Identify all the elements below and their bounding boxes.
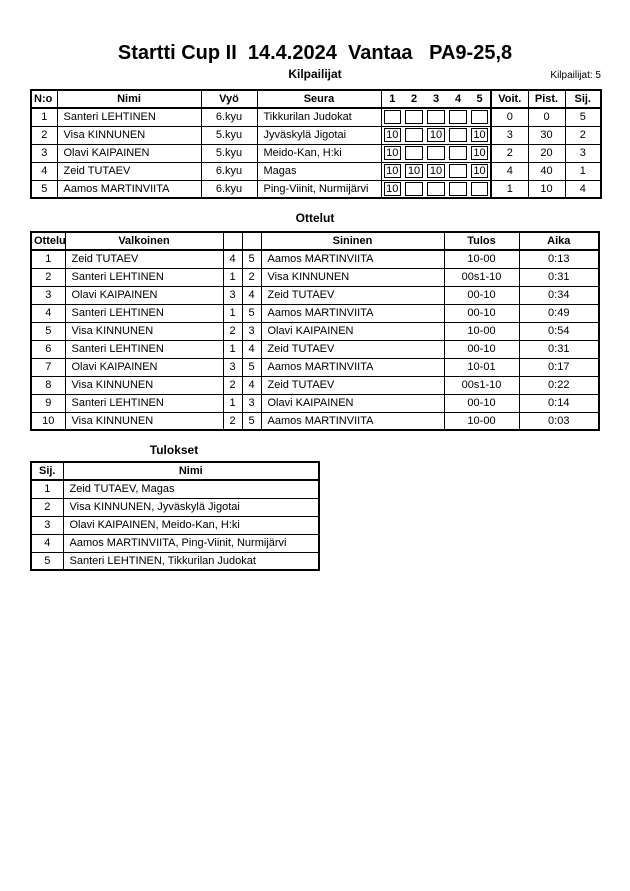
cell-belt: 6.kyu [201, 162, 257, 180]
competitors-table [30, 89, 602, 199]
cell-result: 00s1-10 [444, 268, 519, 286]
cell-blue-name: Zeid TUTAEV [261, 376, 444, 394]
cell-place: 5 [565, 108, 601, 126]
cell-no: 2 [31, 126, 57, 144]
cell-place: 4 [565, 180, 601, 198]
cell-time: 0:49 [519, 304, 599, 322]
cell-belt: 5.kyu [201, 144, 257, 162]
cell-blue-no: 4 [242, 286, 261, 304]
cell-wins: 3 [491, 126, 528, 144]
score-box [471, 110, 488, 124]
cell-white-name: Zeid TUTAEV [65, 250, 223, 268]
cell-white-no: 3 [223, 358, 242, 376]
cell-blue-no: 2 [242, 268, 261, 286]
col-header-club: Seura [257, 90, 381, 108]
score-box [427, 110, 445, 124]
cell-score-3 [425, 126, 447, 144]
cell-name: Olavi KAIPAINEN, Meido-Kan, H:ki [63, 516, 319, 534]
cell-white-name: Santeri LEHTINEN [65, 394, 223, 412]
score-box [449, 146, 467, 160]
cell-place: 1 [565, 162, 601, 180]
match-row [31, 304, 599, 322]
cell-belt: 5.kyu [201, 126, 257, 144]
cell-result: 00-10 [444, 394, 519, 412]
cell-score-1 [381, 126, 403, 144]
cell-match-no: 5 [31, 322, 65, 340]
cell-blue-name: Zeid TUTAEV [261, 340, 444, 358]
cell-name: Zeid TUTAEV, Magas [63, 480, 319, 498]
score-box: 10 [427, 164, 445, 178]
cell-white-no: 2 [223, 322, 242, 340]
score-box: 10 [405, 164, 423, 178]
cell-score-5 [469, 162, 491, 180]
cell-score-3 [425, 144, 447, 162]
cell-blue-name: Aamos MARTINVIITA [261, 304, 444, 322]
cell-white-no: 1 [223, 340, 242, 358]
cell-wins: 1 [491, 180, 528, 198]
score-box: 10 [471, 128, 488, 142]
cell-white-no: 1 [223, 304, 242, 322]
cell-name: Santeri LEHTINEN, Tikkurilan Judokat [63, 552, 319, 570]
cell-time: 0:22 [519, 376, 599, 394]
score-box: 10 [471, 164, 488, 178]
match-row [31, 286, 599, 304]
col-header-blue-no [242, 232, 261, 250]
cell-place: 5 [31, 552, 63, 570]
score-box [449, 164, 467, 178]
competitors-header-row [31, 90, 601, 108]
col-header-opponent-1: 1 [381, 90, 403, 108]
cell-blue-name: Visa KINNUNEN [261, 268, 444, 286]
cell-place: 2 [565, 126, 601, 144]
cell-white-name: Visa KINNUNEN [65, 322, 223, 340]
cell-score-2 [403, 126, 425, 144]
score-box: 10 [384, 128, 402, 142]
cell-score-1 [381, 144, 403, 162]
cell-belt: 6.kyu [201, 180, 257, 198]
cell-match-no: 10 [31, 412, 65, 430]
cell-match-no: 9 [31, 394, 65, 412]
cell-score-4 [447, 126, 469, 144]
cell-blue-no: 4 [242, 340, 261, 358]
result-row [31, 552, 319, 570]
cell-white-no: 3 [223, 286, 242, 304]
cell-score-5 [469, 126, 491, 144]
cell-result: 00-10 [444, 286, 519, 304]
cell-time: 0:13 [519, 250, 599, 268]
cell-score-2 [403, 180, 425, 198]
cell-blue-name: Aamos MARTINVIITA [261, 358, 444, 376]
cell-score-4 [447, 144, 469, 162]
match-row [31, 358, 599, 376]
cell-score-2 [403, 162, 425, 180]
cell-score-5 [469, 180, 491, 198]
cell-points: 40 [528, 162, 565, 180]
results-table [30, 461, 320, 571]
cell-blue-no: 3 [242, 322, 261, 340]
cell-result: 00s1-10 [444, 376, 519, 394]
cell-name: Olavi KAIPAINEN [57, 144, 201, 162]
match-row [31, 268, 599, 286]
results-header-row [31, 462, 319, 480]
match-row [31, 412, 599, 430]
cell-score-1 [381, 108, 403, 126]
cell-no: 3 [31, 144, 57, 162]
cell-club: Ping-Viinit, Nurmijärvi [257, 180, 381, 198]
cell-name: Aamos MARTINVIITA, Ping-Viinit, Nurmijärvi [63, 534, 319, 552]
section-heading-ottelut: Ottelut [295, 211, 335, 225]
section-heading-tulokset: Tulokset [149, 443, 199, 457]
cell-score-5 [469, 144, 491, 162]
cell-match-no: 2 [31, 268, 65, 286]
cell-match-no: 4 [31, 304, 65, 322]
competitor-row [31, 126, 601, 144]
score-box: 10 [427, 128, 445, 142]
competitor-row [31, 144, 601, 162]
cell-white-no: 4 [223, 250, 242, 268]
cell-place: 4 [31, 534, 63, 552]
col-header-name: Nimi [57, 90, 201, 108]
cell-no: 5 [31, 180, 57, 198]
cell-score-4 [447, 162, 469, 180]
cell-score-4 [447, 108, 469, 126]
cell-time: 0:03 [519, 412, 599, 430]
cell-score-1 [381, 162, 403, 180]
cell-blue-name: Zeid TUTAEV [261, 286, 444, 304]
match-row [31, 340, 599, 358]
cell-blue-name: Olavi KAIPAINEN [261, 394, 444, 412]
cell-time: 0:31 [519, 268, 599, 286]
col-header-opponent-4: 4 [447, 90, 469, 108]
cell-result: 00-10 [444, 340, 519, 358]
competitor-row [31, 108, 601, 126]
cell-white-name: Olavi KAIPAINEN [65, 286, 223, 304]
cell-score-1 [381, 180, 403, 198]
cell-result: 00-10 [444, 304, 519, 322]
cell-time: 0:17 [519, 358, 599, 376]
match-row [31, 376, 599, 394]
col-header-match: Ottelu [31, 232, 65, 250]
cell-match-no: 8 [31, 376, 65, 394]
cell-blue-no: 4 [242, 376, 261, 394]
cell-time: 0:14 [519, 394, 599, 412]
cell-name: Visa KINNUNEN, Jyväskylä Jigotai [63, 498, 319, 516]
competitor-count-label: Kilpailijat: 5 [550, 70, 601, 81]
cell-white-no: 1 [223, 268, 242, 286]
score-box [384, 110, 402, 124]
cell-points: 20 [528, 144, 565, 162]
cell-club: Jyväskylä Jigotai [257, 126, 381, 144]
cell-blue-no: 5 [242, 304, 261, 322]
cell-points: 0 [528, 108, 565, 126]
col-header-belt: Vyö [201, 90, 257, 108]
competitor-row [31, 162, 601, 180]
cell-blue-no: 3 [242, 394, 261, 412]
cell-score-2 [403, 108, 425, 126]
cell-score-3 [425, 162, 447, 180]
cell-wins: 2 [491, 144, 528, 162]
cell-blue-no: 5 [242, 358, 261, 376]
cell-points: 10 [528, 180, 565, 198]
col-header-opponent-2: 2 [403, 90, 425, 108]
col-header-time: Aika [519, 232, 599, 250]
col-header-no: N:o [31, 90, 57, 108]
cell-match-no: 3 [31, 286, 65, 304]
cell-white-no: 2 [223, 376, 242, 394]
cell-time: 0:34 [519, 286, 599, 304]
col-header-place: Sij. [565, 90, 601, 108]
cell-score-3 [425, 180, 447, 198]
cell-no: 4 [31, 162, 57, 180]
section-heading-kilpailijat: Kilpailijat [288, 67, 342, 81]
matches-table [30, 231, 600, 431]
cell-blue-name: Olavi KAIPAINEN [261, 322, 444, 340]
cell-place: 1 [31, 480, 63, 498]
cell-score-2 [403, 144, 425, 162]
cell-name: Aamos MARTINVIITA [57, 180, 201, 198]
cell-white-name: Visa KINNUNEN [65, 376, 223, 394]
score-box [449, 128, 467, 142]
cell-place: 2 [31, 498, 63, 516]
score-box [471, 182, 488, 196]
score-box: 10 [384, 164, 402, 178]
score-box [427, 182, 445, 196]
cell-result: 10-00 [444, 412, 519, 430]
cell-wins: 0 [491, 108, 528, 126]
cell-match-no: 6 [31, 340, 65, 358]
match-row [31, 250, 599, 268]
cell-white-name: Visa KINNUNEN [65, 412, 223, 430]
score-box [427, 146, 445, 160]
cell-time: 0:31 [519, 340, 599, 358]
col-header-blue: Sininen [261, 232, 444, 250]
cell-wins: 4 [491, 162, 528, 180]
cell-club: Meido-Kan, H:ki [257, 144, 381, 162]
cell-club: Magas [257, 162, 381, 180]
match-row [31, 394, 599, 412]
cell-blue-name: Aamos MARTINVIITA [261, 412, 444, 430]
score-box: 10 [384, 182, 402, 196]
cell-white-no: 1 [223, 394, 242, 412]
col-header-place: Sij. [31, 462, 63, 480]
cell-name: Zeid TUTAEV [57, 162, 201, 180]
cell-time: 0:54 [519, 322, 599, 340]
cell-result: 10-00 [444, 322, 519, 340]
cell-place: 3 [31, 516, 63, 534]
cell-white-name: Santeri LEHTINEN [65, 340, 223, 358]
cell-points: 30 [528, 126, 565, 144]
result-row [31, 498, 319, 516]
score-box [449, 110, 467, 124]
cell-white-name: Santeri LEHTINEN [65, 268, 223, 286]
result-row [31, 516, 319, 534]
cell-result: 10-01 [444, 358, 519, 376]
cell-white-name: Santeri LEHTINEN [65, 304, 223, 322]
score-box [405, 182, 423, 196]
cell-name: Visa KINNUNEN [57, 126, 201, 144]
col-header-result: Tulos [444, 232, 519, 250]
score-box: 10 [471, 146, 488, 160]
score-box [405, 128, 423, 142]
result-row [31, 534, 319, 552]
cell-belt: 6.kyu [201, 108, 257, 126]
page-title: Startti Cup II 14.4.2024 Vantaa PA9-25,8 [117, 42, 513, 64]
cell-place: 3 [565, 144, 601, 162]
cell-blue-no: 5 [242, 412, 261, 430]
cell-white-name: Olavi KAIPAINEN [65, 358, 223, 376]
cell-result: 10-00 [444, 250, 519, 268]
cell-score-5 [469, 108, 491, 126]
cell-score-3 [425, 108, 447, 126]
col-header-opponent-5: 5 [469, 90, 491, 108]
col-header-white: Valkoinen [65, 232, 223, 250]
cell-no: 1 [31, 108, 57, 126]
score-box [405, 146, 423, 160]
cell-blue-name: Aamos MARTINVIITA [261, 250, 444, 268]
cell-score-4 [447, 180, 469, 198]
cell-club: Tikkurilan Judokat [257, 108, 381, 126]
col-header-points: Pist. [528, 90, 565, 108]
score-box [449, 182, 467, 196]
col-header-opponent-3: 3 [425, 90, 447, 108]
cell-name: Santeri LEHTINEN [57, 108, 201, 126]
col-header-white-no [223, 232, 242, 250]
col-header-name: Nimi [63, 462, 319, 480]
result-row [31, 480, 319, 498]
col-header-wins: Voit. [491, 90, 528, 108]
cell-blue-no: 5 [242, 250, 261, 268]
score-box: 10 [384, 146, 402, 160]
match-row [31, 322, 599, 340]
score-box [405, 110, 423, 124]
cell-match-no: 1 [31, 250, 65, 268]
cell-white-no: 2 [223, 412, 242, 430]
cell-match-no: 7 [31, 358, 65, 376]
matches-header-row [31, 232, 599, 250]
competitor-row [31, 180, 601, 198]
